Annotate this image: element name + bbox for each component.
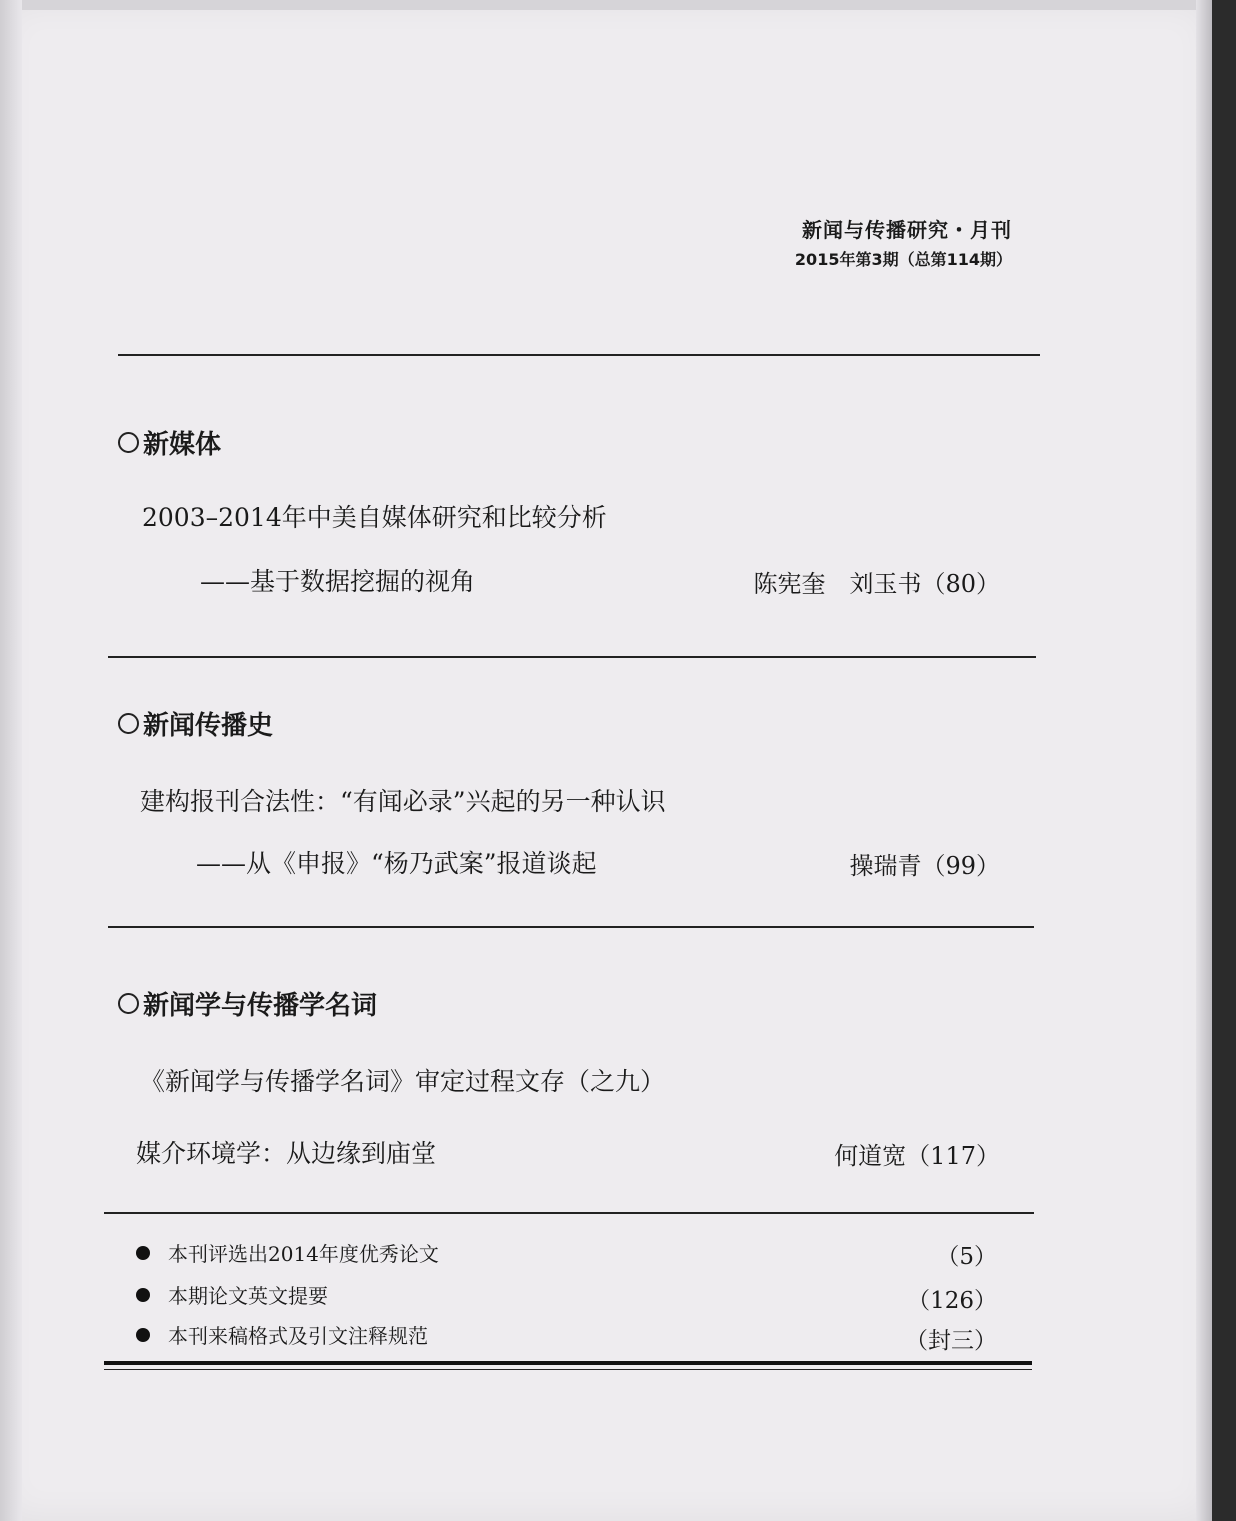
section-divider — [108, 656, 1036, 658]
article-subtitle: ——基于数据挖掘的视角 — [200, 567, 476, 596]
issue-number: 2015年第3期（总第114期） — [794, 250, 1012, 269]
note-text: 本刊评选出2014年度优秀论文 — [168, 1242, 439, 1266]
section-divider — [108, 926, 1034, 928]
article-title: 《新闻学与传播学名词》审定过程文存（之九） — [140, 1067, 666, 1096]
article-authors-page: 操瑞青（99） — [849, 852, 1000, 880]
journal-name: 新闻与传播研究・月刊 — [802, 218, 1012, 242]
circle-bullet-icon — [118, 432, 139, 453]
bullet-dot-icon — [136, 1288, 150, 1302]
note-item — [136, 1280, 328, 1309]
section-divider — [104, 1212, 1034, 1214]
page-edge-right — [1196, 0, 1212, 1521]
section-heading-label: 新闻传播史 — [143, 711, 274, 741]
article-authors-page: 陈宪奎 刘玉书（80） — [753, 570, 1000, 598]
note-page: （5） — [936, 1244, 997, 1270]
note-page: （126） — [907, 1288, 997, 1314]
article-subtitle: ——从《申报》“杨乃武案”报道谈起 — [196, 849, 597, 878]
section-heading-new-media — [118, 424, 221, 461]
section-heading-terminology — [118, 985, 377, 1022]
circle-bullet-icon — [118, 993, 139, 1014]
book-spine-shadow — [1212, 0, 1236, 1521]
note-text: 本期论文英文提要 — [168, 1284, 328, 1308]
page-edge-left — [0, 0, 22, 1521]
section-heading-journalism-history — [118, 705, 273, 742]
journal-header — [795, 214, 1012, 270]
note-page: （封三） — [905, 1328, 997, 1354]
article-authors-page: 何道宽（117） — [834, 1142, 1000, 1170]
note-item — [136, 1320, 428, 1349]
section-heading-label: 新闻学与传播学名词 — [143, 991, 378, 1021]
article-title: 建构报刊合法性：“有闻必录”兴起的另一种认识 — [140, 787, 666, 816]
note-item — [136, 1238, 439, 1267]
footer-divider — [104, 1361, 1032, 1365]
header-divider — [118, 354, 1040, 356]
section-heading-label: 新媒体 — [143, 430, 222, 460]
article-subtitle: 媒介环境学：从边缘到庙堂 — [136, 1139, 437, 1168]
article-title: 2003–2014年中美自媒体研究和比较分析 — [142, 503, 607, 532]
note-text: 本刊来稿格式及引文注释规范 — [168, 1324, 428, 1348]
bullet-dot-icon — [136, 1246, 150, 1260]
page-edge-top — [0, 0, 1212, 10]
footer-divider-thin — [104, 1369, 1032, 1370]
bullet-dot-icon — [136, 1328, 150, 1342]
circle-bullet-icon — [118, 713, 139, 734]
